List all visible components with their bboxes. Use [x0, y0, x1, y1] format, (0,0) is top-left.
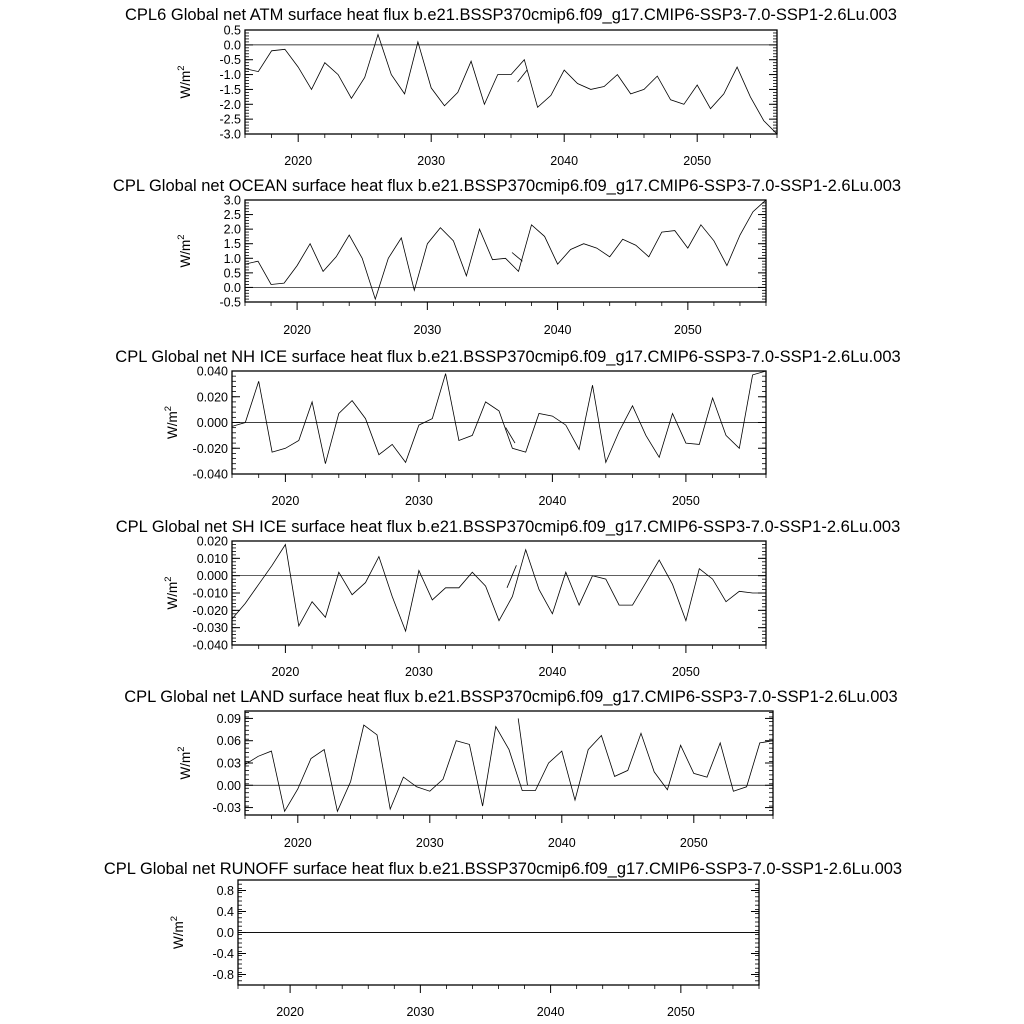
y-tick-label: 3.0 [223, 193, 241, 208]
panel-3 [115, 348, 900, 508]
y-axis-label: $W/m^2$ [163, 576, 180, 610]
y-axis-label: $W/m^2$ [176, 746, 193, 780]
y-tick-label: -0.020 [192, 603, 228, 618]
y-tick-label: 1.5 [223, 237, 241, 252]
x-tick-label: 2050 [671, 665, 700, 679]
y-tick-label: 0.040 [196, 364, 228, 379]
panel-title: CPL Global net RUNOFF surface heat flux b.e21.BSSP370cmip6.f09_g17.CMIP6-SSP3-7.0-SSP1-2.6Lu.003 [103, 860, 903, 878]
plot-frame [245, 711, 773, 815]
y-tick-label: 0.8 [216, 884, 234, 898]
x-tick-label: 2050 [666, 1005, 695, 1019]
y-axis-label: $W/m^2$ [163, 405, 180, 440]
x-tick-label: 2030 [415, 836, 444, 850]
y-tick-label: -0.4 [212, 947, 234, 961]
x-tick-label: 2040 [536, 1005, 565, 1019]
x-tick-label: 2040 [538, 494, 567, 508]
panel-2 [113, 177, 901, 337]
y-tick-label: -1.0 [219, 68, 241, 83]
y-tick-label: -3.0 [219, 127, 241, 142]
y-tick-label: 0.000 [196, 569, 228, 584]
x-tick-label: 2020 [284, 154, 313, 168]
x-tick-label: 2040 [543, 323, 572, 337]
x-tick-label: 2050 [671, 494, 700, 508]
x-tick-label: 2050 [683, 154, 712, 168]
y-tick-label: 0.020 [196, 534, 228, 549]
series-line [245, 200, 766, 299]
x-tick-label: 2020 [271, 494, 300, 508]
series-segment [512, 253, 522, 262]
y-axis-label: $W/m^2$ [169, 915, 186, 950]
y-tick-label: 0.0 [216, 926, 234, 940]
y-tick-label: 0.000 [196, 416, 228, 430]
y-tick-label: 0.0 [223, 38, 241, 53]
x-tick-label: 2040 [550, 154, 579, 168]
x-tick-label: 2020 [271, 665, 300, 679]
y-tick-label: -0.020 [192, 441, 228, 456]
y-tick-label: -0.040 [192, 638, 228, 653]
y-tick-label: 0.06 [216, 734, 241, 749]
y-axis-label: $W/m^2$ [176, 234, 193, 268]
panel-title: CPL Global net OCEAN surface heat flux b.e21.BSSP370cmip6.f09_g17.CMIP6-SSP3-7.0-SSP1-2.6Lu.003 [112, 177, 902, 195]
panel-title: CPL Global net NH ICE surface heat flux b.e21.BSSP370cmip6.f09_g17.CMIP6-SSP3-7.0-SSP1-2.6Lu.003 [115, 348, 901, 366]
y-tick-label: 0.03 [216, 756, 241, 771]
x-tick-label: 2020 [283, 323, 312, 337]
series-line [245, 725, 773, 811]
y-tick-label: 0.020 [196, 390, 228, 405]
panel-title: CPL Global net SH ICE surface heat flux b.e21.BSSP370cmip6.f09_g17.CMIP6-SSP3-7.0-SSP1-2.6Lu.003 [115, 518, 901, 536]
x-tick-label: 2030 [404, 665, 433, 679]
y-tick-label: 0.09 [216, 711, 241, 726]
y-tick-label: -0.8 [212, 968, 234, 982]
y-axis-label: $W/m^2$ [176, 65, 193, 99]
y-tick-label: 0.5 [223, 266, 241, 281]
series-line [232, 545, 766, 632]
y-tick-label: 2.0 [223, 222, 241, 237]
x-tick-label: 2030 [406, 1005, 435, 1019]
panel-title: CPL6 Global net ATM surface heat flux b.e21.BSSP370cmip6.f09_g17.CMIP6-SSP3-7.0-SSP1-2.6Lu.003 [125, 6, 897, 24]
y-tick-label: -2.5 [219, 112, 241, 127]
series-segment [518, 718, 527, 785]
x-tick-label: 2030 [417, 154, 446, 168]
y-tick-label: 0.0 [223, 280, 241, 295]
y-tick-label: -0.03 [212, 801, 241, 816]
panel-4 [116, 518, 901, 679]
series-segment [506, 428, 515, 444]
x-tick-label: 2020 [276, 1005, 305, 1019]
series-segment [507, 565, 516, 588]
y-tick-label: -0.5 [219, 53, 241, 68]
x-tick-label: 2040 [538, 665, 567, 679]
y-tick-label: 0.010 [196, 551, 228, 566]
series-line [232, 371, 766, 464]
y-tick-label: 2.5 [223, 208, 241, 223]
x-tick-label: 2050 [679, 836, 708, 850]
plot-frame [232, 541, 766, 645]
plot-frame [245, 30, 777, 134]
x-tick-label: 2050 [673, 323, 702, 337]
series-line [245, 35, 777, 135]
panel-5 [124, 688, 898, 850]
panel-1 [125, 6, 897, 168]
y-tick-label: 1.0 [223, 251, 241, 266]
series-segment [518, 70, 527, 82]
panel-title: CPL Global net LAND surface heat flux b.e21.BSSP370cmip6.f09_g17.CMIP6-SSP3-7.0-SSP1-2.6Lu.003 [124, 688, 898, 706]
y-tick-label: -0.030 [192, 621, 228, 636]
y-tick-label: -0.040 [192, 467, 228, 482]
x-tick-label: 2040 [547, 836, 576, 850]
y-tick-label: -2.0 [219, 97, 241, 112]
x-tick-label: 2030 [404, 494, 433, 508]
y-tick-label: 0.5 [223, 23, 241, 38]
x-tick-label: 2030 [413, 323, 442, 337]
x-tick-label: 2020 [283, 836, 312, 850]
y-tick-label: -0.5 [219, 295, 241, 310]
panel-6 [104, 860, 902, 1019]
y-tick-label: 0.00 [216, 778, 241, 793]
y-tick-label: -0.010 [192, 586, 228, 601]
y-tick-label: -1.5 [219, 82, 241, 97]
plot-frame [245, 200, 766, 302]
y-tick-label: 0.4 [216, 905, 234, 919]
